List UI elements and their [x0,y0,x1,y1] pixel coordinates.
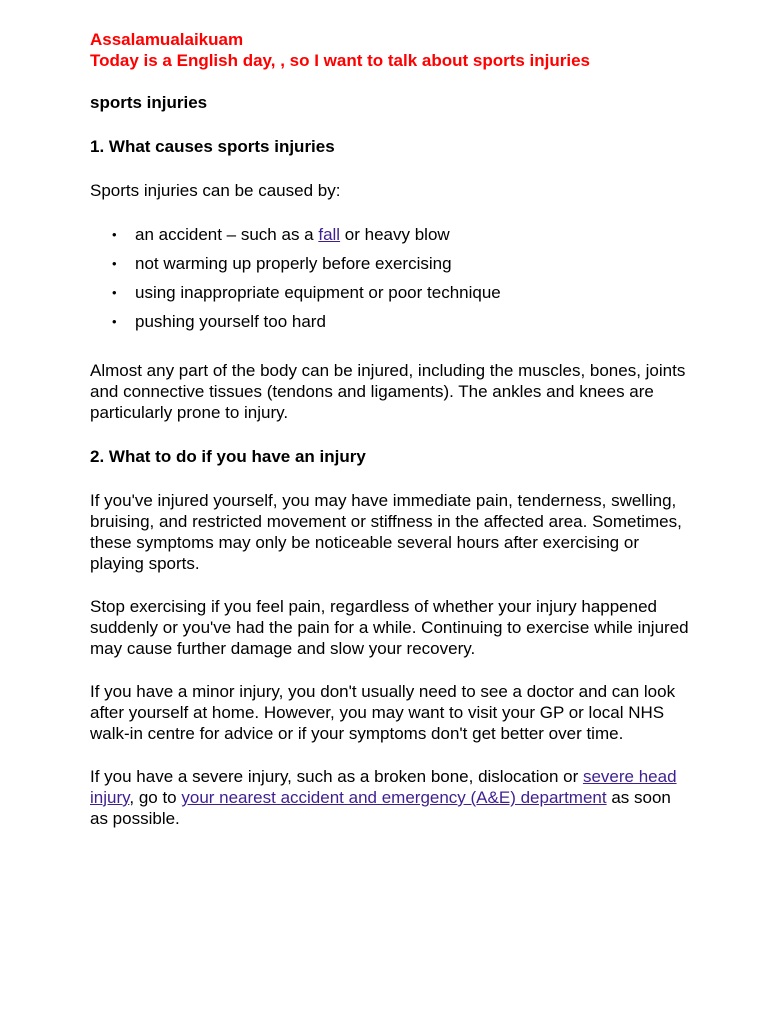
greeting-line-1: Assalamualaikuam [90,30,244,49]
section-1-intro: Sports injuries can be caused by: [90,181,341,200]
ae-department-link[interactable]: your nearest accident and emergency (A&E) department [181,788,607,807]
section-2-heading: 2. What to do if you have an injury [90,447,366,466]
paragraph-text: as soon as possible. [90,788,671,828]
document-title: sports injuries [90,93,208,112]
section-2-paragraph-2: Stop exercising if you feel pain, regardless of whether your injury happened suddenly or you've had the pain for a while. Continuing to exercise while injured may cause further damage and slow your recovery. [90,597,689,658]
bullet-icon: • [112,227,117,242]
fall-link[interactable]: fall [318,225,341,244]
section-1-heading: 1. What causes sports injuries [90,137,335,156]
section-2-paragraph-4 [90,766,690,829]
list-item-text: not warming up properly before exercising [135,254,452,273]
bullet-icon: • [112,314,117,329]
list-item-text-after: or heavy blow [340,225,450,244]
section-2-paragraph-1: If you've injured yourself, you may have immediate pain, tenderness, swelling, bruising, and restricted movement or stiffness in the affected area. Sometimes, these symptoms may only be noticeable several hours after exercising or playing sports. [90,491,682,573]
bullet-icon: • [112,285,117,300]
list-item-text: pushing yourself too hard [135,312,326,331]
document-page [90,29,690,829]
severe-head-injury-link[interactable]: severe head injury [90,767,677,807]
section-2-paragraph-3: If you have a minor injury, you don't usually need to see a doctor and can look after yourself at home. However, you may want to visit your GP or local NHS walk-in centre for advice or if your symptoms don't get better over time. [90,682,676,743]
causes-list [90,224,690,340]
greeting-line-2: Today is a English day, , so I want to talk about sports injuries [90,51,591,70]
paragraph-text: If you have a severe injury, such as a broken bone, dislocation or [90,767,583,786]
list-item [90,282,690,311]
paragraph-text: , go to [129,788,182,807]
list-item [90,224,690,253]
section-1-paragraph: Almost any part of the body can be injured, including the muscles, bones, joints and connective tissues (tendons and ligaments). The ankles and knees are particularly prone to injury. [90,361,686,422]
list-item [90,253,690,282]
list-item [90,311,690,340]
list-item-text-before: an accident – such as a [135,225,319,244]
bullet-icon: • [112,256,117,271]
list-item-text: using inappropriate equipment or poor technique [135,283,501,302]
